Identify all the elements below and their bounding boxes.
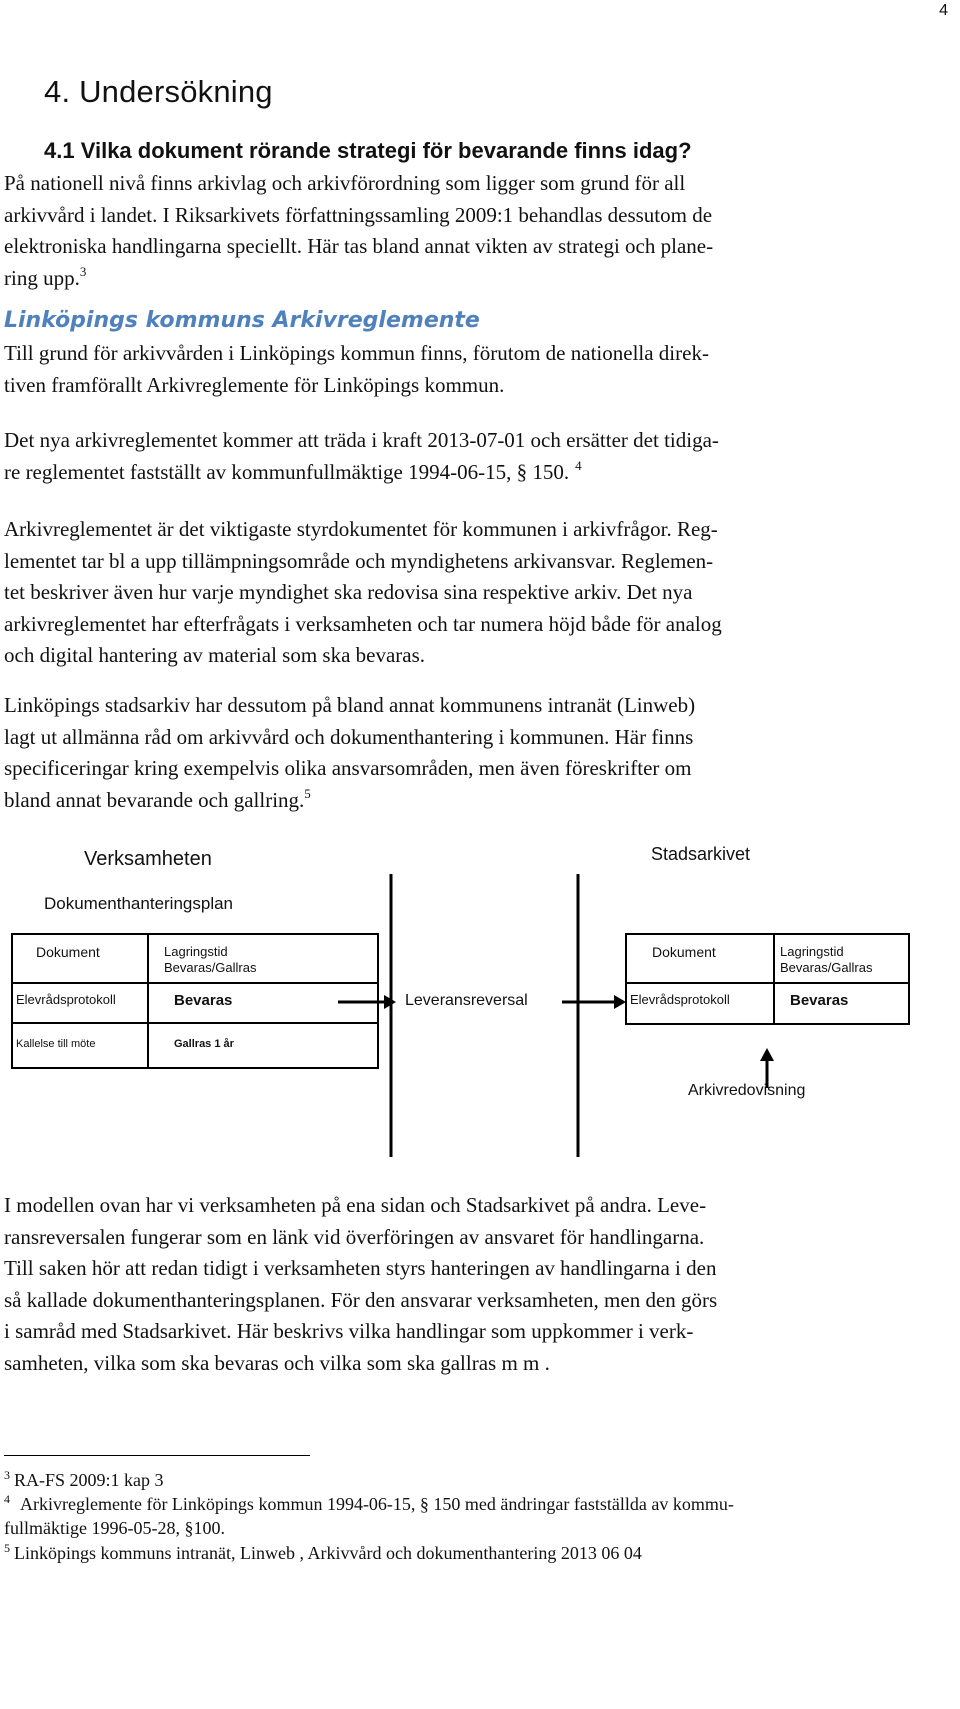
text-line: ransreversalen fungerar som en länk vid överföringen av ansvaret för handlingarna. [4,1224,705,1249]
text-line: Arkivreglementet är det viktigaste styrdokumentet för kommunen i arkivfrågor. Reg- [4,517,718,541]
footnote-number: 5 [4,1541,10,1555]
text-line: Till grund för arkivvården i Linköpings kommun finns, förutom de nationella direk- [4,341,709,365]
paragraph-nya-reglementet [4,425,956,488]
process-diagram [0,830,960,1170]
text-line: elektroniska handlingarna speciellt. Här tas bland annat vikten av strategi och plane- [4,234,714,258]
footnote-text: Arkivreglemente för Linköpings kommun 1994-06-15, § 150 med ändringar fastställda av kommu- [20,1494,734,1514]
text-line: tiven framförallt Arkivreglemente för Linköpings kommun. [4,372,505,397]
arkivredovisning-label: Arkivredovisning [688,1082,806,1099]
text-line: och digital hantering av material som ska bevaras. [4,643,426,667]
cell-line: Bevaras/Gallras [164,960,257,975]
arrow-right-icon [614,995,626,1009]
text-line: bland annat bevarande och gallring. [4,787,305,812]
table-cell: Bevaras [790,992,849,1009]
footnote-3 [4,1468,956,1492]
cell-line: Lagringstid [780,944,844,959]
table-cell: Elevrådsprotokoll [16,992,116,1007]
text-line: så kallade dokumenthanteringsplanen. För den ansvarar verksamheten, men den görs [4,1287,718,1312]
footnote-number: 3 [4,1468,10,1482]
arkivreglemente-heading: Linköpings kommuns Arkivreglemente [4,308,480,333]
paragraph-arkivvard [4,338,956,401]
text-line: lagt ut allmänna råd om arkivvård och dokumenthantering i kommunen. Här finns [4,724,694,749]
text-line: I modellen ovan har vi verksamheten på ena sidan och Stadsarkivet på andra. Leve- [4,1193,707,1217]
page-heading: 4. Undersökning [44,74,273,109]
paragraph-modellen [4,1190,956,1379]
paragraph-styrdokument [4,514,956,672]
paragraph-stadsarkiv [4,690,956,816]
right-title: Stadsarkivet [651,844,751,864]
text-line: specificeringar kring exempelvis olika ansvarsområden, men även föreskrifter om [4,756,692,780]
paragraph-intro [4,168,956,294]
text-line: arkivvård i landet. I Riksarkivets författningssamling 2009:1 behandlas dessutom de [4,202,713,227]
footnote-text-continued: fullmäktige 1996-05-28, §100. [4,1518,225,1538]
text-line: samheten, vilka som ska bevaras och vilka som ska gallras m m . [4,1350,550,1375]
left-subtitle: Dokumenthanteringsplan [44,894,234,913]
text-line: re reglementet fastställt av kommunfullmäktige 1994-06-15, § 150. [4,459,570,484]
section-subheading: 4.1 Vilka dokument rörande strategi för bevarande finns idag? [44,138,692,163]
table-cell: Bevaras [174,992,233,1009]
footnote-4 [4,1492,956,1540]
text-line: lementet tar bl a upp tillämpningsområde och myndighetens arkivansvar. Reglemen- [4,548,714,573]
table-cell [164,944,256,976]
table-cell: Elevrådsprotokoll [630,992,730,1007]
table-cell: Kallelse till möte [16,1038,96,1050]
footnote-number: 4 [4,1492,10,1506]
text-line: tet beskriver även hur varje myndighet ska redovisa sina respektive arkiv. Det nya [4,580,693,604]
footnote-text: RA-FS 2009:1 kap 3 [14,1470,164,1490]
footnote-ref: 4 [575,457,582,473]
page-number: 4 [939,2,948,19]
text-line: i samråd med Stadsarkivet. Här beskrivs vilka handlingar som uppkommer i verk- [4,1319,694,1343]
arrow-up-icon [760,1048,774,1061]
table-cell: Dokument [652,944,716,960]
leveransreversal-label: Leveransreversal [405,992,528,1009]
text-line: Linköpings stadsarkiv har dessutom på bland annat kommunens intranät (Linweb) [4,693,696,717]
table-cell: Gallras 1 år [174,1038,234,1050]
text-line: Det nya arkivreglementet kommer att träda i kraft 2013-07-01 och ersätter det tidiga- [4,428,719,452]
footnote-text: Linköpings kommuns intranät, Linweb , Arkivvård och dokumenthantering 2013 06 04 [14,1543,642,1563]
text-line: På nationell nivå finns arkivlag och arkivförordning som ligger som grund för all [4,171,686,195]
table-cell [780,944,872,976]
text-line: ring upp. [4,265,80,290]
text-line: Till saken hör att redan tidigt i verksamheten styrs hanteringen av handlingarna i den [4,1256,717,1280]
table-cell: Dokument [36,944,100,960]
footnote-divider [4,1455,310,1456]
cell-line: Bevaras/Gallras [780,960,873,975]
footnote-ref: 5 [304,785,311,801]
text-line: arkivreglementet har efterfrågats i verksamheten och tar numera höjd både för analog [4,611,722,636]
footnote-5 [4,1541,956,1565]
footnote-ref: 3 [79,263,87,279]
cell-line: Lagringstid [164,944,228,959]
left-title: Verksamheten [84,848,212,870]
